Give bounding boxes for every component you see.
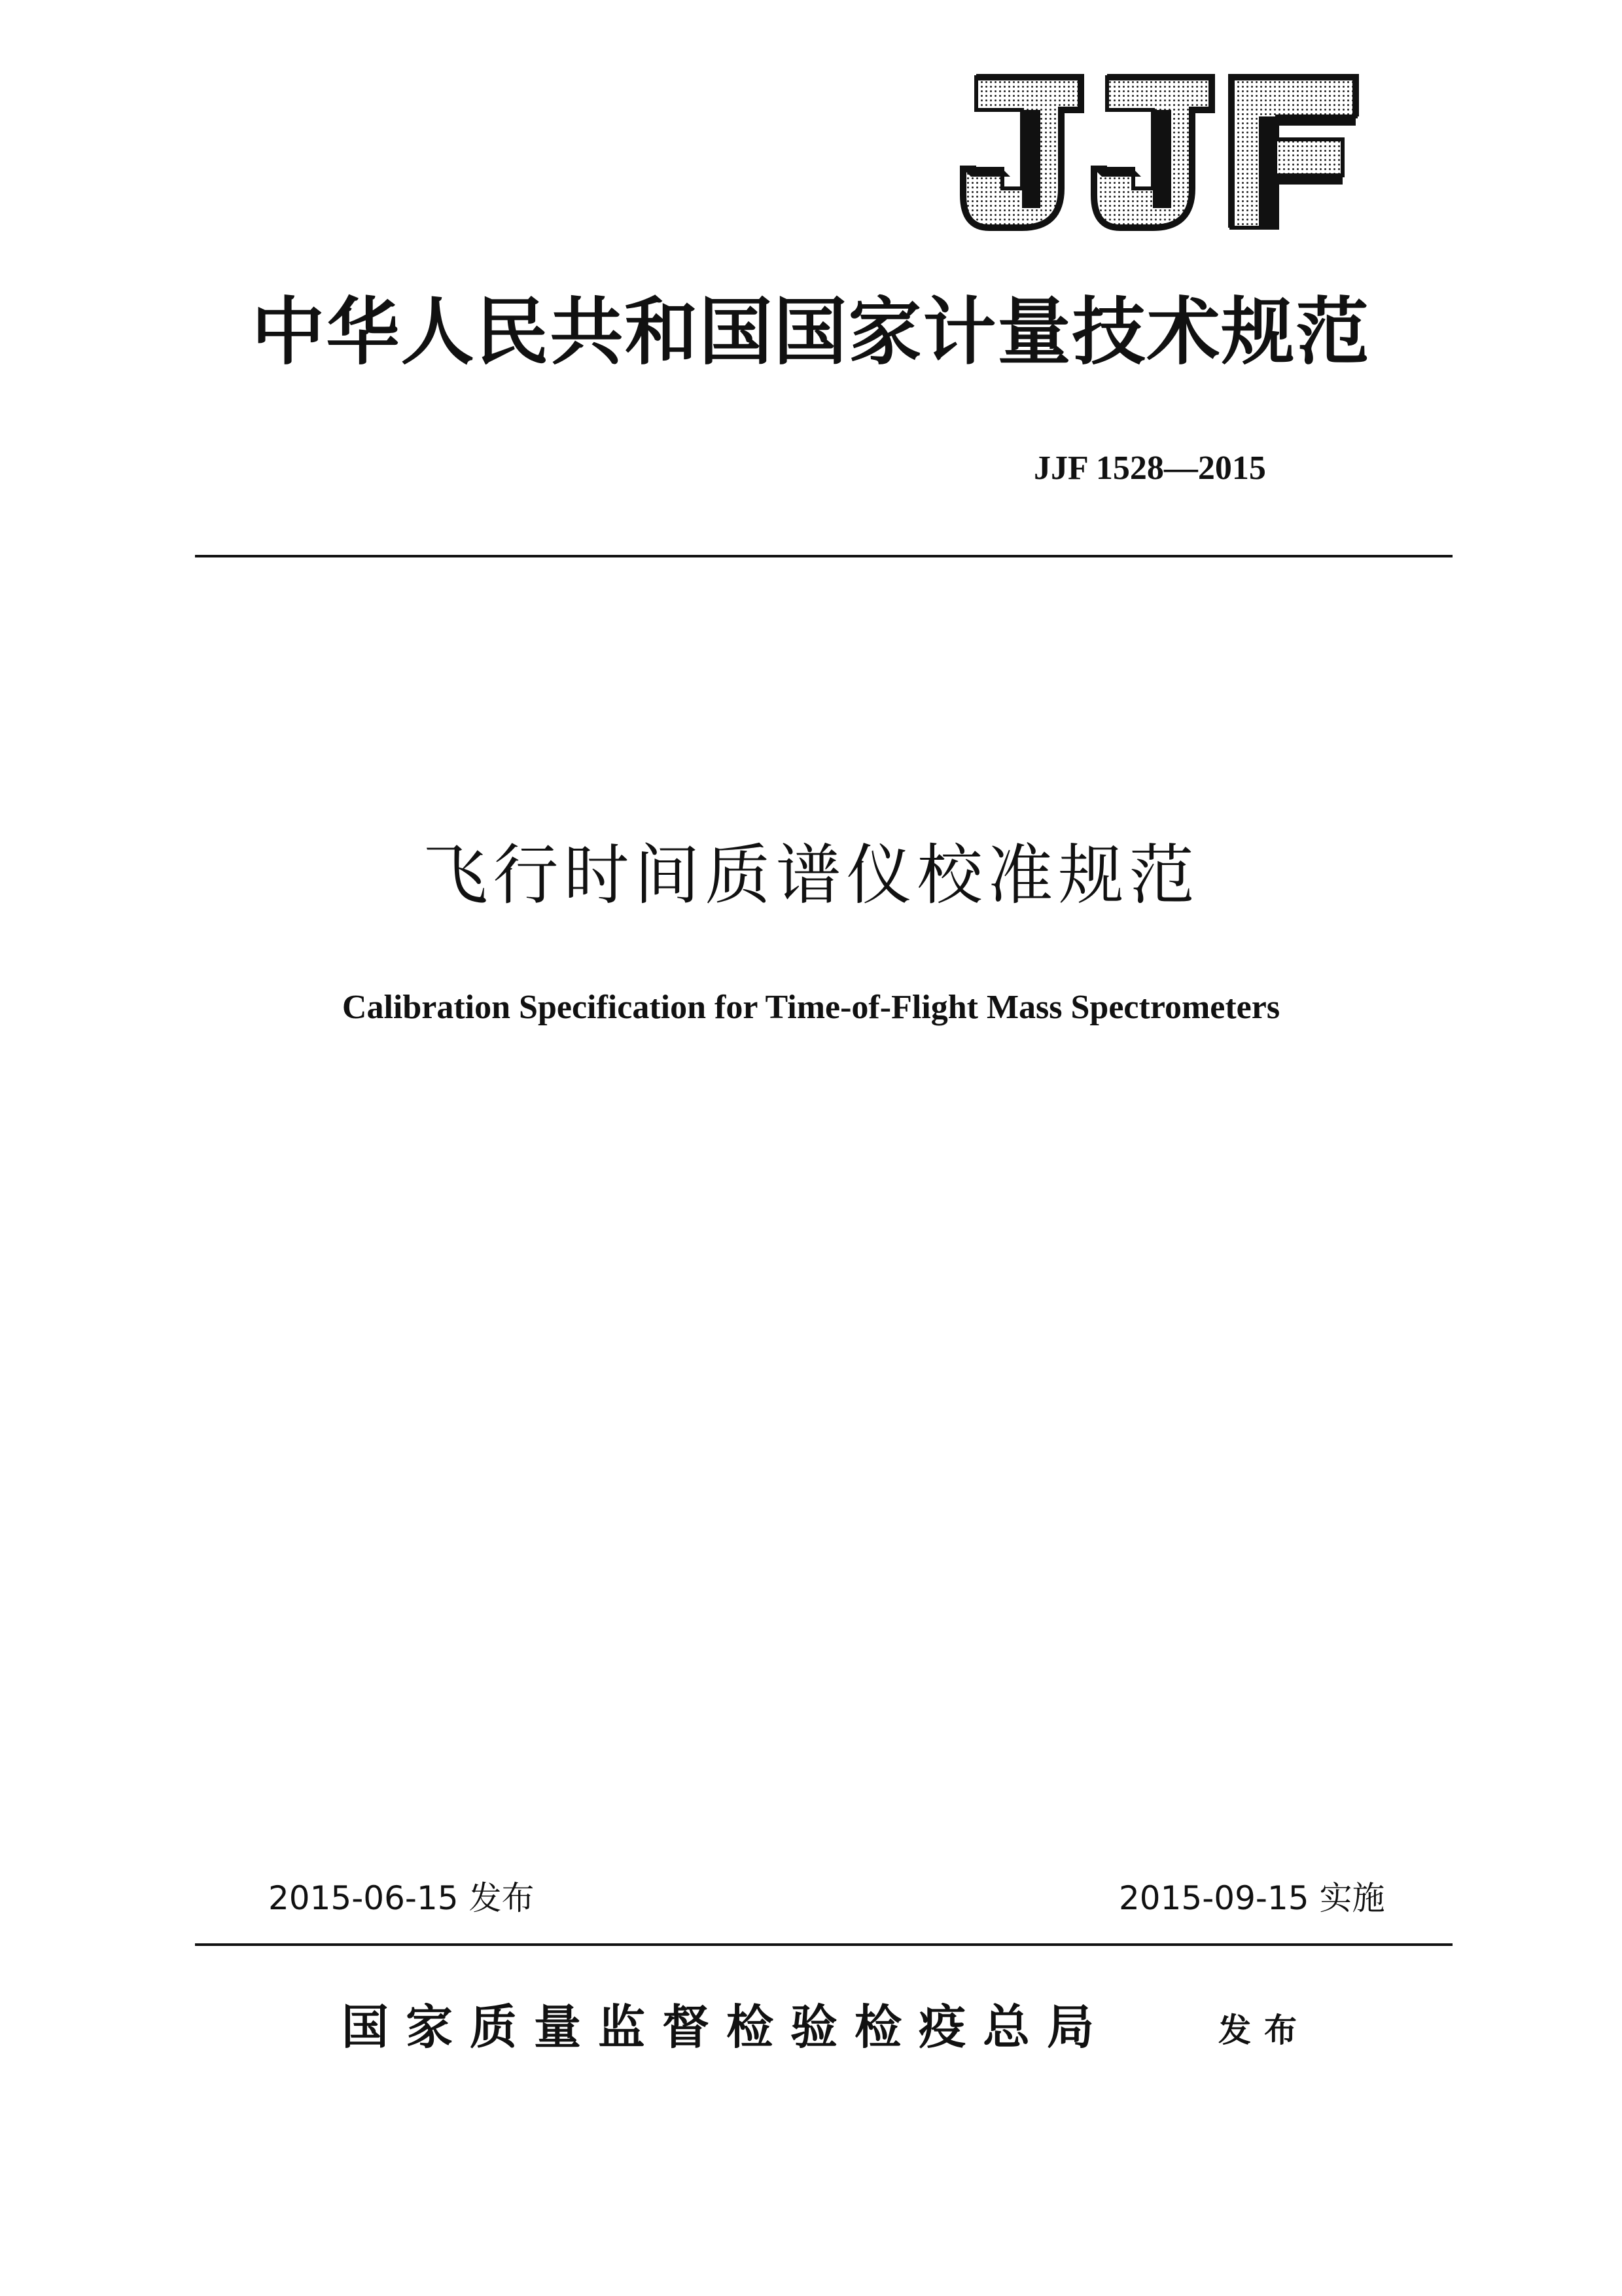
top-divider (195, 555, 1453, 557)
implementation-date: 2015-09-15 实施 (1119, 1879, 1385, 1917)
logo-letter-f (1231, 77, 1356, 228)
logo-letter-j-2 (1094, 77, 1212, 228)
logo-letter-j-1 (963, 77, 1081, 228)
standard-number: JJF 1528—2015 (1034, 450, 1266, 487)
document-title-en: Calibration Specification for Time-of-Flight Mass Spectrometers (342, 989, 1280, 1026)
document-title-cn: 飞行时间质谱仪校准规范 (422, 837, 1200, 913)
issuing-authority-suffix: 发布 (1218, 2011, 1310, 2049)
jjf-logo (957, 71, 1362, 241)
issuing-authority: 国家质量监督检验检疫总局 (342, 2000, 1112, 2055)
country-standard-title: 中华人民共和国国家计量技术规范 (251, 290, 1371, 375)
bottom-divider (195, 1943, 1453, 1946)
issue-date: 2015-06-15 发布 (268, 1879, 535, 1917)
